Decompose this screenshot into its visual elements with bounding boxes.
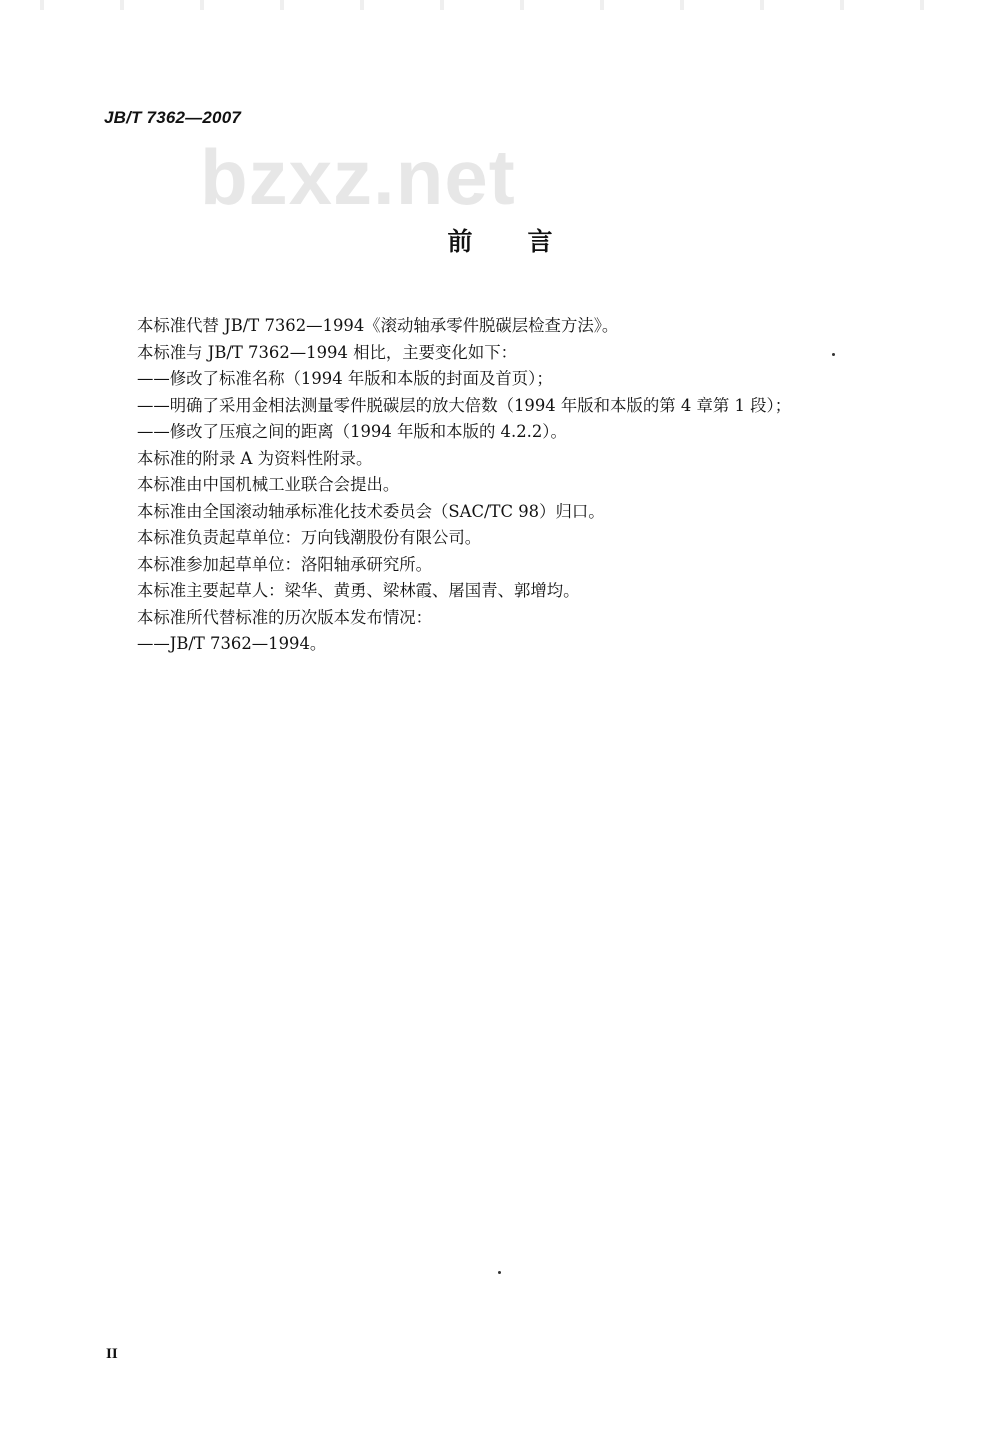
foreword-line: 本标准代替 JB/T 7362—1994《滚动轴承零件脱碳层检查方法》。	[137, 316, 619, 335]
page-title: 前言	[447, 227, 608, 256]
foreword-line: ——修改了标准名称（1994 年版和本版的封面及首页）；	[137, 369, 553, 388]
foreword-line: 本标准主要起草人：梁华、黄勇、梁林霞、屠国青、郭增均。	[137, 581, 580, 600]
foreword-line: 本标准与 JB/T 7362—1994 相比，主要变化如下：	[137, 342, 517, 362]
scan-speck	[498, 1271, 501, 1274]
foreword-line: 本标准的附录 A 为资料性附录。	[137, 448, 373, 468]
document-code: JB/T 7362—2007	[104, 108, 241, 127]
foreword-line: ——修改了压痕之间的距离（1994 年版和本版的 4.2.2）。	[137, 422, 567, 441]
foreword-line: ——明确了采用金相法测量零件脱碳层的放大倍数（1994 年版和本版的第 4 章第 1 段）；	[137, 395, 792, 415]
foreword-line: 本标准由全国滚动轴承标准化技术委员会（SAC/TC 98）归口。	[137, 501, 605, 521]
foreword-line: 本标准由中国机械工业联合会提出。	[137, 475, 400, 494]
scan-speck	[832, 353, 835, 356]
watermark: bzxz.net	[200, 133, 516, 221]
foreword-line: 本标准参加起草单位：洛阳轴承研究所。	[137, 554, 433, 574]
foreword-line: 本标准所代替标准的历次版本发布情况：	[137, 607, 433, 627]
page-number: II	[106, 1346, 118, 1362]
foreword-line: 本标准负责起草单位：万向钱潮股份有限公司。	[137, 528, 482, 547]
foreword-body	[137, 313, 857, 658]
scan-noise-strip	[0, 0, 1000, 10]
foreword-line: ——JB/T 7362—1994。	[137, 634, 327, 653]
